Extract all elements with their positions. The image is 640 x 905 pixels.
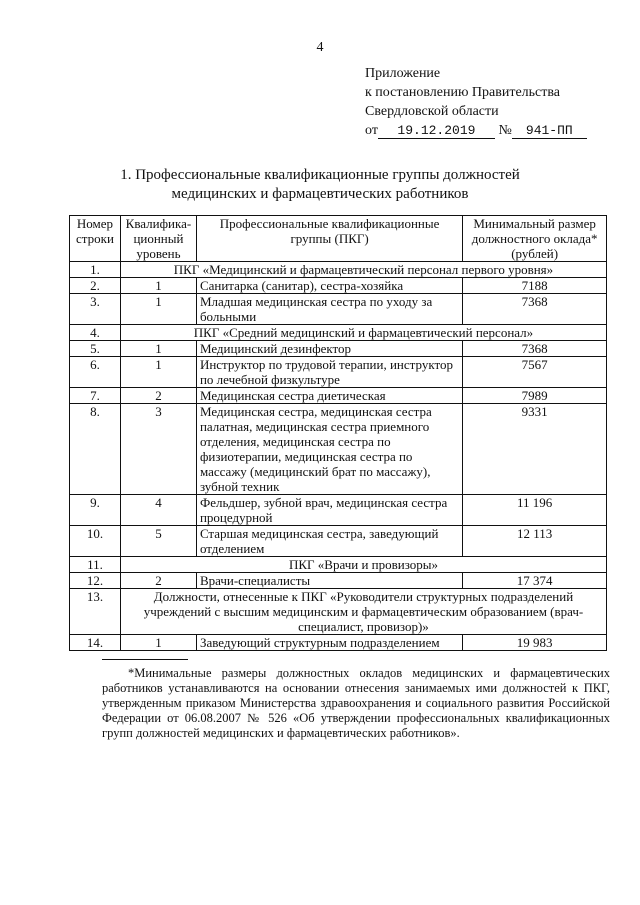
- row-number-cell: 14.: [70, 635, 121, 651]
- position-name-cell: Инструктор по трудовой терапии, инструктор по лечебной физкультуре: [196, 357, 462, 388]
- row-number-cell: 11.: [70, 557, 121, 573]
- position-name-cell: Санитарка (санитар), сестра-хозяйка: [196, 278, 462, 294]
- row-number-cell: 8.: [70, 404, 121, 495]
- position-name-cell: Врачи-специалисты: [196, 573, 462, 589]
- qualification-level-cell: 1: [120, 357, 196, 388]
- qualification-level-cell: 1: [120, 341, 196, 357]
- position-name-cell: Заведующий структурным подразделением: [196, 635, 462, 651]
- table-header-row: [70, 216, 607, 262]
- min-salary-cell: 11 196: [463, 495, 607, 526]
- min-salary-cell: 7989: [463, 388, 607, 404]
- header-qualification-level: Квалифика-ционный уровень: [120, 216, 196, 262]
- min-salary-cell: 9331: [463, 404, 607, 495]
- qualification-level-cell: 1: [120, 635, 196, 651]
- number-prefix: №: [498, 123, 512, 138]
- position-name-cell: Медицинский дезинфектор: [196, 341, 462, 357]
- header-min-salary: Минимальный размер должностного оклада* (рублей): [463, 216, 607, 262]
- page-number: 4: [316, 40, 324, 55]
- qualification-level-cell: 1: [120, 294, 196, 325]
- table-row: [70, 526, 607, 557]
- min-salary-cell: 7567: [463, 357, 607, 388]
- row-number-cell: 10.: [70, 526, 121, 557]
- table-body: [70, 262, 607, 651]
- footnote-divider: [102, 659, 188, 660]
- table-row: [70, 278, 607, 294]
- pkg-table: [69, 215, 607, 651]
- row-number-cell: 4.: [70, 325, 121, 341]
- header-professional-group: Профессиональные квалификационные группы (ПКГ): [196, 216, 462, 262]
- qualification-level-cell: 4: [120, 495, 196, 526]
- appendix-region-line: Свердловской области: [365, 104, 499, 119]
- appendix-label: Приложение: [365, 66, 441, 81]
- table-group-row: [70, 589, 607, 635]
- table-row: [70, 635, 607, 651]
- row-number-cell: 7.: [70, 388, 121, 404]
- table-row: [70, 341, 607, 357]
- row-number-cell: 1.: [70, 262, 121, 278]
- group-title-cell: ПКГ «Врачи и провизоры»: [120, 557, 606, 573]
- group-title-cell: Должности, отнесенные к ПКГ «Руководители структурных подразделений учреждений с высшим медицинским и фармацевтическим образованием (врач-специалист, провизор)»: [120, 589, 606, 635]
- table-row: [70, 388, 607, 404]
- table-row: [70, 404, 607, 495]
- resolution-date: 19.12.2019: [378, 123, 495, 139]
- group-title-cell: ПКГ «Медицинский и фармацевтический персонал первого уровня»: [120, 262, 606, 278]
- position-name-cell: Младшая медицинская сестра по уходу за больными: [196, 294, 462, 325]
- appendix-date-number-line: [365, 121, 587, 140]
- qualification-level-cell: 5: [120, 526, 196, 557]
- appendix-block: [365, 64, 587, 140]
- row-number-cell: 13.: [70, 589, 121, 635]
- table-row: [70, 495, 607, 526]
- row-number-cell: 3.: [70, 294, 121, 325]
- min-salary-cell: 7368: [463, 341, 607, 357]
- min-salary-cell: 19 983: [463, 635, 607, 651]
- position-name-cell: Медицинская сестра диетическая: [196, 388, 462, 404]
- qualification-level-cell: 2: [120, 388, 196, 404]
- table-group-row: [70, 557, 607, 573]
- appendix-resolution-line: к постановлению Правительства: [365, 85, 561, 100]
- table-group-row: [70, 325, 607, 341]
- table-group-row: [70, 262, 607, 278]
- min-salary-cell: 17 374: [463, 573, 607, 589]
- row-number-cell: 5.: [70, 341, 121, 357]
- min-salary-cell: 12 113: [463, 526, 607, 557]
- min-salary-cell: 7368: [463, 294, 607, 325]
- row-number-cell: 6.: [70, 357, 121, 388]
- section-title: [60, 166, 580, 204]
- table-row: [70, 294, 607, 325]
- qualification-level-cell: 1: [120, 278, 196, 294]
- row-number-cell: 9.: [70, 495, 121, 526]
- row-number-cell: 12.: [70, 573, 121, 589]
- position-name-cell: Медицинская сестра, медицинская сестра палатная, медицинская сестра приемного отделения, медицинская сестра по физиотерапии, медицинская сестра по массажу (медицинский брат по массажу), зубной техник: [196, 404, 462, 495]
- header-row-number: Номер строки: [70, 216, 121, 262]
- resolution-number: 941-ПП: [512, 123, 587, 139]
- group-title-cell: ПКГ «Средний медицинский и фармацевтический персонал»: [120, 325, 606, 341]
- from-prefix: от: [365, 123, 378, 138]
- position-name-cell: Фельдшер, зубной врач, медицинская сестра процедурной: [196, 495, 462, 526]
- section-title-line-1: 1. Профессиональные квалификационные группы должностей: [120, 167, 520, 183]
- section-title-line-2: медицинских и фармацевтических работников: [171, 186, 469, 202]
- footnote: *Минимальные размеры должностных окладов медицинских и фармацевтических работников устанавливаются на основании отнесения занимаемых ими должностей к ПКГ, утвержденным приказом Министерства здравоохранения и социального развития Российской Федерации от 06.08.2007 № 526 «Об утверждении профессиональных квалификационных групп должностей медицинских и фармацевтических работников».: [102, 666, 610, 740]
- row-number-cell: 2.: [70, 278, 121, 294]
- qualification-level-cell: 3: [120, 404, 196, 495]
- position-name-cell: Старшая медицинская сестра, заведующий отделением: [196, 526, 462, 557]
- qualification-level-cell: 2: [120, 573, 196, 589]
- table-row: [70, 357, 607, 388]
- table-row: [70, 573, 607, 589]
- min-salary-cell: 7188: [463, 278, 607, 294]
